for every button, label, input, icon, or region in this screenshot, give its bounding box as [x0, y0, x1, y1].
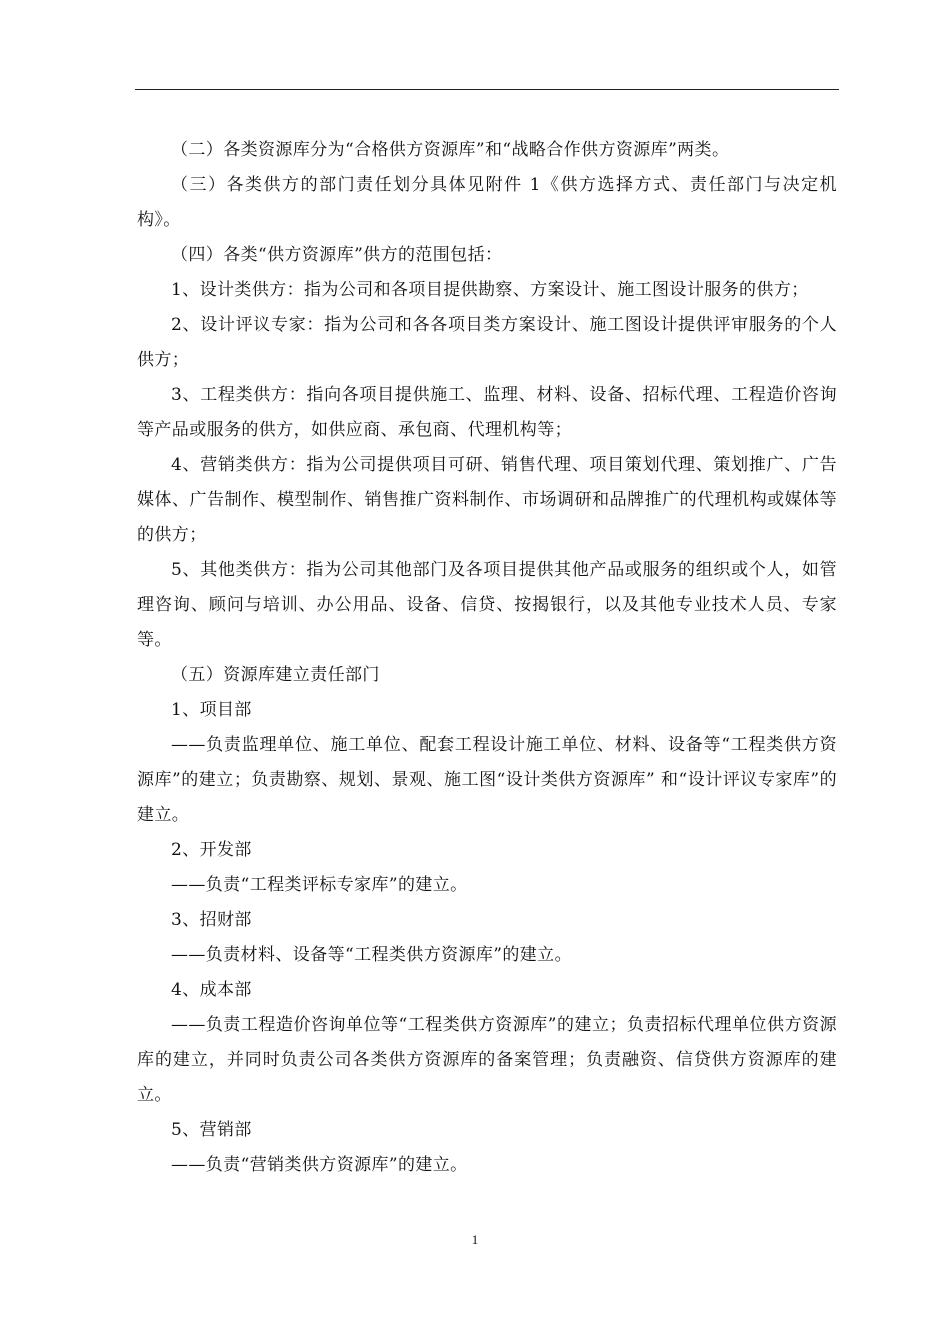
paragraph-design-suppliers: 1、设计类供方：指为公司和各项目提供勘察、方案设计、施工图设计服务的供方；	[171, 280, 809, 300]
paragraph-procurement-department: 3、招财部	[171, 910, 252, 930]
header-rule	[135, 89, 839, 90]
page-number: 1	[471, 1232, 479, 1247]
paragraph-project-department: 1、项目部	[171, 700, 252, 720]
paragraph-department-responsibility: （三）各类供方的部门责任划分具体见附件 1《供方选择方式、责任部门与决定机构》。	[137, 175, 837, 230]
paragraph-marketing-suppliers: 4、营销类供方：指为公司提供项目可研、销售代理、项目策划代理、策划推广、广告媒体、广告制作、模型制作、销售推广资料制作、市场调研和品牌推广的代理机构或媒体等的供方；	[137, 455, 837, 545]
paragraph-resource-library-types: （二）各类资源库分为“合格供方资源库”和“战略合作供方资源库”两类。	[171, 140, 730, 160]
paragraph-engineering-suppliers: 3、工程类供方：指向各项目提供施工、监理、材料、设备、招标代理、工程造价咨询等产品或服务的供方，如供应商、承包商、代理机构等；	[137, 385, 837, 440]
paragraph-marketing-department-duty: ——负责“营销类供方资源库”的建立。	[171, 1155, 468, 1175]
paragraph-responsible-departments-heading: （五）资源库建立责任部门	[171, 665, 380, 685]
paragraph-project-department-duty: ——负责监理单位、施工单位、配套工程设计施工单位、材料、设备等“工程类供方资源库”的建立；负责勘察、规划、景观、施工图“设计类供方资源库” 和“设计评议专家库”的建立。	[137, 735, 837, 825]
paragraph-supplier-scope-heading: （四）各类“供方资源库”供方的范围包括：	[171, 245, 503, 265]
paragraph-marketing-department: 5、营销部	[171, 1120, 252, 1140]
paragraph-cost-department-duty: ——负责工程造价咨询单位等“工程类供方资源库”的建立；负责招标代理单位供方资源库的建立，并同时负责公司各类供方资源库的备案管理；负责融资、信贷供方资源库的建立。	[137, 1015, 837, 1105]
paragraph-design-review-experts: 2、设计评议专家：指为公司和各各项目类方案设计、施工图设计提供评审服务的个人供方；	[137, 315, 837, 370]
paragraph-development-department: 2、开发部	[171, 840, 252, 860]
paragraph-other-suppliers: 5、其他类供方：指为公司其他部门及各项目提供其他产品或服务的组织或个人，如管理咨询、顾问与培训、办公用品、设备、信贷、按揭银行，以及其他专业技术人员、专家等。	[137, 560, 837, 650]
document-body	[137, 133, 837, 1183]
paragraph-development-department-duty: ——负责“工程类评标专家库”的建立。	[171, 875, 468, 895]
paragraph-cost-department: 4、成本部	[171, 980, 252, 1000]
paragraph-procurement-department-duty: ——负责材料、设备等“工程类供方资源库”的建立。	[171, 945, 572, 965]
